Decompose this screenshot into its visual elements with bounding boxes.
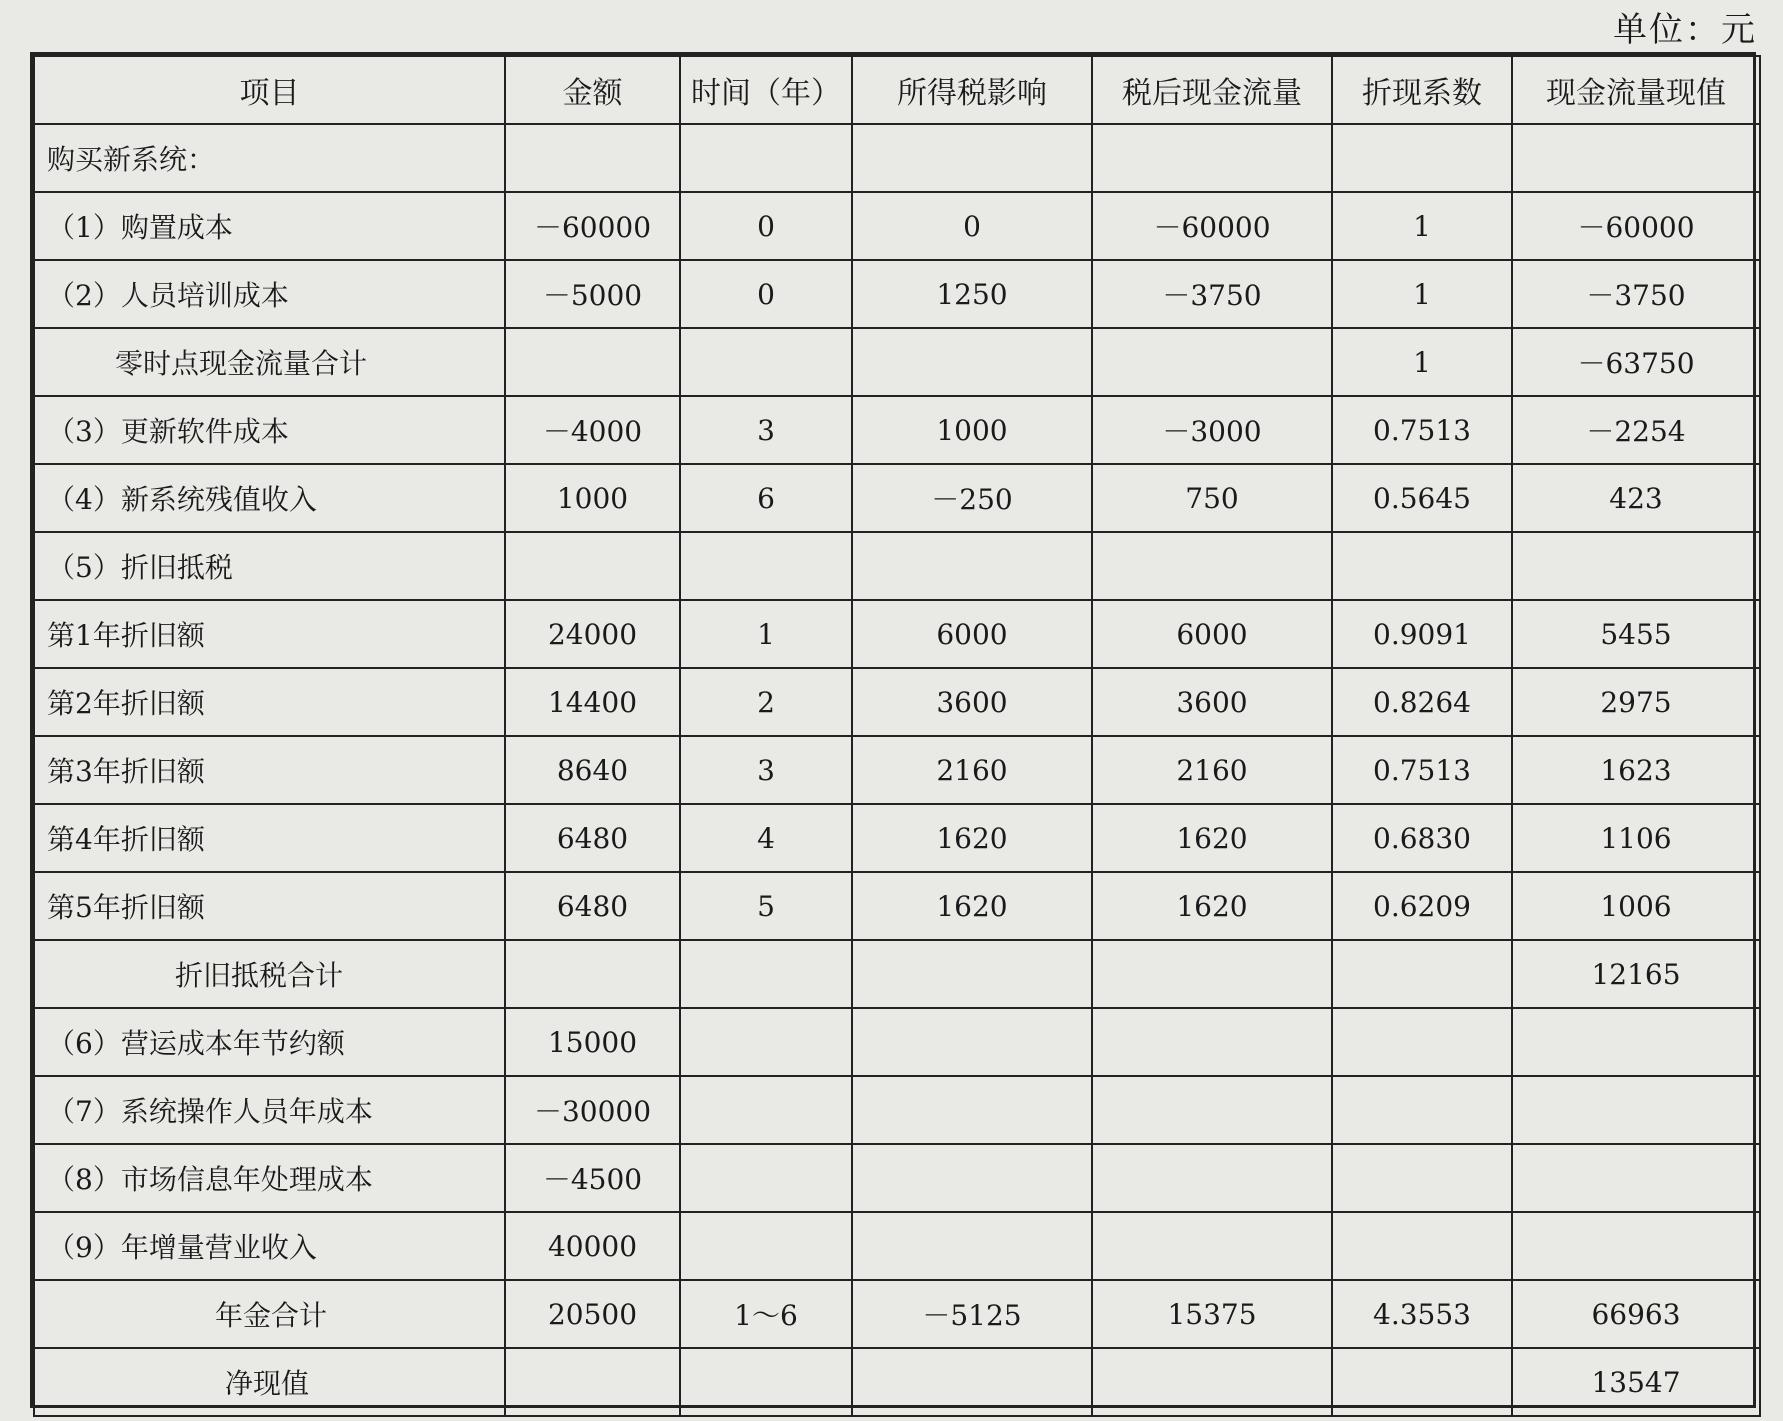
- after-tax-cell: [1092, 1212, 1332, 1280]
- header-amount: 金额: [505, 56, 680, 124]
- after-tax-cell: [1092, 1008, 1332, 1076]
- time-cell: 3: [680, 736, 852, 804]
- time-cell: [680, 1076, 852, 1144]
- tax-cell: 1620: [852, 872, 1092, 940]
- time-cell: 0: [680, 192, 852, 260]
- item-cell: （3）更新软件成本: [34, 396, 505, 464]
- pv-cell: 2975: [1512, 668, 1760, 736]
- tax-cell: 1620: [852, 804, 1092, 872]
- table-row: [34, 1212, 1760, 1280]
- pv-cell: 66963: [1512, 1280, 1760, 1348]
- table-row: [34, 260, 1760, 328]
- table-row: [34, 1348, 1760, 1416]
- table-row: [34, 396, 1760, 464]
- amount-cell: 6480: [505, 872, 680, 940]
- tax-cell: [852, 328, 1092, 396]
- time-cell: [680, 1212, 852, 1280]
- time-cell: 0: [680, 260, 852, 328]
- after-tax-cell: [1092, 124, 1332, 192]
- tax-cell: [852, 532, 1092, 600]
- factor-cell: [1332, 124, 1512, 192]
- pv-cell: 1623: [1512, 736, 1760, 804]
- cash-flow-table: [33, 55, 1761, 1417]
- after-tax-cell: 750: [1092, 464, 1332, 532]
- table-row: [34, 736, 1760, 804]
- tax-cell: [852, 1144, 1092, 1212]
- factor-cell: 0.7513: [1332, 736, 1512, 804]
- factor-cell: [1332, 1144, 1512, 1212]
- pv-cell: 13547: [1512, 1348, 1760, 1416]
- pv-cell: －2254: [1512, 396, 1760, 464]
- time-cell: [680, 124, 852, 192]
- after-tax-cell: [1092, 1076, 1332, 1144]
- pv-cell: [1512, 1008, 1760, 1076]
- amount-cell: －60000: [505, 192, 680, 260]
- header-time: 时间（年）: [680, 56, 852, 124]
- amount-cell: 14400: [505, 668, 680, 736]
- time-cell: [680, 328, 852, 396]
- after-tax-cell: 2160: [1092, 736, 1332, 804]
- factor-cell: 0.8264: [1332, 668, 1512, 736]
- factor-cell: 0.7513: [1332, 396, 1512, 464]
- item-cell: （4）新系统残值收入: [34, 464, 505, 532]
- table-body: [34, 124, 1760, 1416]
- pv-cell: 423: [1512, 464, 1760, 532]
- after-tax-cell: [1092, 328, 1332, 396]
- item-cell: 年金合计: [34, 1280, 505, 1348]
- factor-cell: 1: [1332, 328, 1512, 396]
- pv-cell: －60000: [1512, 192, 1760, 260]
- amount-cell: 8640: [505, 736, 680, 804]
- pv-cell: [1512, 1212, 1760, 1280]
- after-tax-cell: [1092, 1144, 1332, 1212]
- amount-cell: [505, 1348, 680, 1416]
- amount-cell: [505, 940, 680, 1008]
- table-row: [34, 1280, 1760, 1348]
- factor-cell: 0.9091: [1332, 600, 1512, 668]
- item-cell: （9）年增量营业收入: [34, 1212, 505, 1280]
- header-pv: 现金流量现值: [1512, 56, 1760, 124]
- table-row: [34, 328, 1760, 396]
- after-tax-cell: [1092, 1348, 1332, 1416]
- item-cell: 购买新系统：: [34, 124, 505, 192]
- time-cell: 3: [680, 396, 852, 464]
- table-row: [34, 1076, 1760, 1144]
- pv-cell: [1512, 1144, 1760, 1212]
- tax-cell: 1250: [852, 260, 1092, 328]
- time-cell: 5: [680, 872, 852, 940]
- item-cell: （1）购置成本: [34, 192, 505, 260]
- pv-cell: [1512, 1076, 1760, 1144]
- factor-cell: [1332, 1212, 1512, 1280]
- header-row: [34, 56, 1760, 124]
- after-tax-cell: 1620: [1092, 804, 1332, 872]
- factor-cell: 1: [1332, 192, 1512, 260]
- after-tax-cell: －3750: [1092, 260, 1332, 328]
- pv-cell: 5455: [1512, 600, 1760, 668]
- item-cell: （2）人员培训成本: [34, 260, 505, 328]
- table-row: [34, 804, 1760, 872]
- table-row: [34, 872, 1760, 940]
- table-row: [34, 192, 1760, 260]
- table-row: [34, 464, 1760, 532]
- tax-cell: 3600: [852, 668, 1092, 736]
- factor-cell: [1332, 1008, 1512, 1076]
- time-cell: [680, 1348, 852, 1416]
- tax-cell: 1000: [852, 396, 1092, 464]
- item-cell: 第3年折旧额: [34, 736, 505, 804]
- item-cell: 净现值: [34, 1348, 505, 1416]
- table-row: [34, 1144, 1760, 1212]
- after-tax-cell: [1092, 940, 1332, 1008]
- item-cell: 第4年折旧额: [34, 804, 505, 872]
- amount-cell: 6480: [505, 804, 680, 872]
- tax-cell: [852, 124, 1092, 192]
- pv-cell: 1106: [1512, 804, 1760, 872]
- factor-cell: 0.6830: [1332, 804, 1512, 872]
- pv-cell: －63750: [1512, 328, 1760, 396]
- time-cell: 4: [680, 804, 852, 872]
- time-cell: 2: [680, 668, 852, 736]
- item-cell: 零时点现金流量合计: [34, 328, 505, 396]
- factor-cell: 0.5645: [1332, 464, 1512, 532]
- after-tax-cell: [1092, 532, 1332, 600]
- amount-cell: 40000: [505, 1212, 680, 1280]
- tax-cell: 0: [852, 192, 1092, 260]
- tax-cell: [852, 1348, 1092, 1416]
- amount-cell: 24000: [505, 600, 680, 668]
- amount-cell: 1000: [505, 464, 680, 532]
- amount-cell: －30000: [505, 1076, 680, 1144]
- time-cell: 6: [680, 464, 852, 532]
- factor-cell: [1332, 532, 1512, 600]
- table-row: [34, 668, 1760, 736]
- item-cell: 折旧抵税合计: [34, 940, 505, 1008]
- header-after-tax: 税后现金流量: [1092, 56, 1332, 124]
- amount-cell: －4000: [505, 396, 680, 464]
- tax-cell: 2160: [852, 736, 1092, 804]
- after-tax-cell: －60000: [1092, 192, 1332, 260]
- table-row: [34, 940, 1760, 1008]
- item-cell: （6）营运成本年节约额: [34, 1008, 505, 1076]
- after-tax-cell: －3000: [1092, 396, 1332, 464]
- item-cell: （5）折旧抵税: [34, 532, 505, 600]
- tax-cell: －5125: [852, 1280, 1092, 1348]
- pv-cell: 12165: [1512, 940, 1760, 1008]
- unit-label: 单位：元: [1613, 10, 1757, 50]
- tax-cell: [852, 940, 1092, 1008]
- time-cell: [680, 940, 852, 1008]
- time-cell: 1: [680, 600, 852, 668]
- after-tax-cell: 3600: [1092, 668, 1332, 736]
- table-row: [34, 124, 1760, 192]
- tax-cell: [852, 1008, 1092, 1076]
- amount-cell: 15000: [505, 1008, 680, 1076]
- after-tax-cell: 15375: [1092, 1280, 1332, 1348]
- factor-cell: [1332, 1076, 1512, 1144]
- factor-cell: [1332, 1348, 1512, 1416]
- amount-cell: －4500: [505, 1144, 680, 1212]
- pv-cell: [1512, 124, 1760, 192]
- header-factor: 折现系数: [1332, 56, 1512, 124]
- amount-cell: [505, 328, 680, 396]
- factor-cell: 1: [1332, 260, 1512, 328]
- pv-cell: [1512, 532, 1760, 600]
- tax-cell: －250: [852, 464, 1092, 532]
- pv-cell: 1006: [1512, 872, 1760, 940]
- time-cell: 1～6: [680, 1280, 852, 1348]
- amount-cell: [505, 532, 680, 600]
- item-cell: （7）系统操作人员年成本: [34, 1076, 505, 1144]
- table-row: [34, 600, 1760, 668]
- tax-cell: [852, 1212, 1092, 1280]
- header-tax: 所得税影响: [852, 56, 1092, 124]
- after-tax-cell: 6000: [1092, 600, 1332, 668]
- after-tax-cell: 1620: [1092, 872, 1332, 940]
- time-cell: [680, 532, 852, 600]
- item-cell: 第2年折旧额: [34, 668, 505, 736]
- amount-cell: －5000: [505, 260, 680, 328]
- table-row: [34, 532, 1760, 600]
- item-cell: 第1年折旧额: [34, 600, 505, 668]
- cash-flow-table-wrapper: [30, 52, 1756, 1408]
- header-item: 项目: [34, 56, 505, 124]
- factor-cell: 0.6209: [1332, 872, 1512, 940]
- item-cell: （8）市场信息年处理成本: [34, 1144, 505, 1212]
- item-cell: 第5年折旧额: [34, 872, 505, 940]
- time-cell: [680, 1144, 852, 1212]
- tax-cell: [852, 1076, 1092, 1144]
- factor-cell: 4.3553: [1332, 1280, 1512, 1348]
- factor-cell: [1332, 940, 1512, 1008]
- table-header: [34, 56, 1760, 124]
- table-row: [34, 1008, 1760, 1076]
- time-cell: [680, 1008, 852, 1076]
- amount-cell: [505, 124, 680, 192]
- tax-cell: 6000: [852, 600, 1092, 668]
- amount-cell: 20500: [505, 1280, 680, 1348]
- pv-cell: －3750: [1512, 260, 1760, 328]
